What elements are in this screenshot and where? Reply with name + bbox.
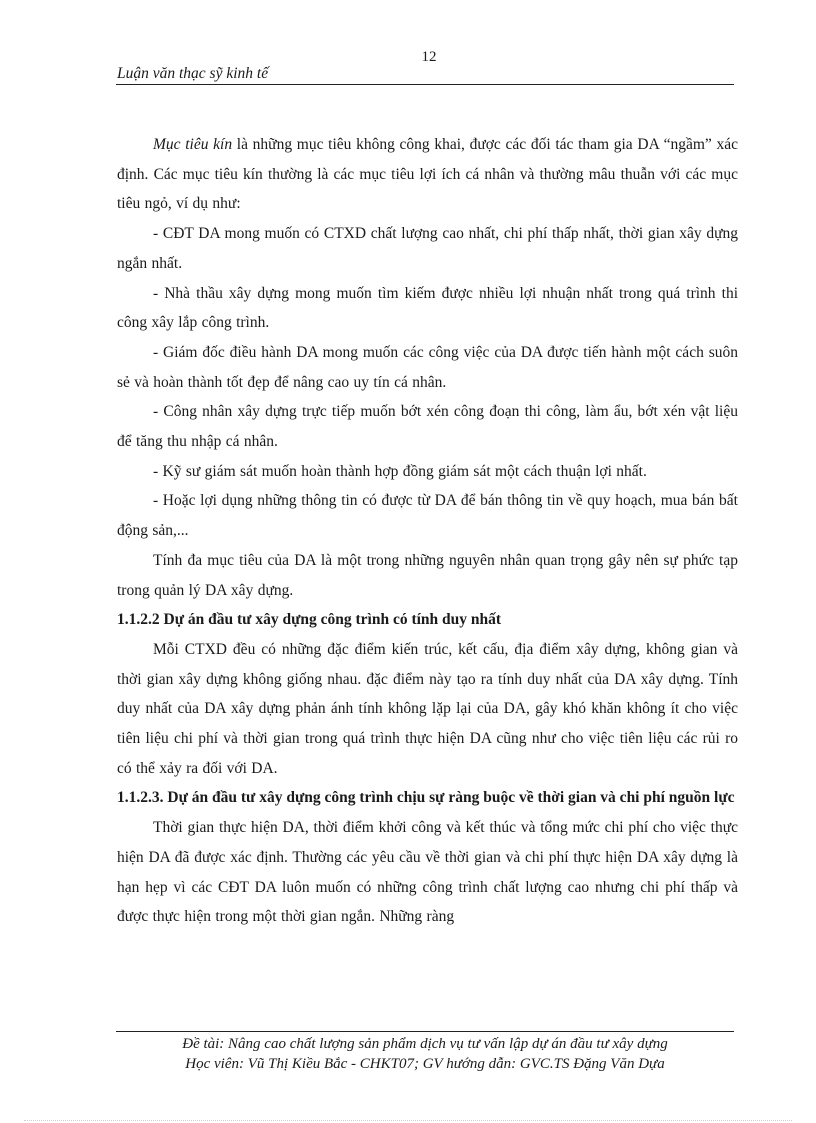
footer-divider <box>116 1031 734 1032</box>
page-edge-dots <box>24 1120 792 1121</box>
document-body <box>117 130 738 932</box>
bullet-item: - Công nhân xây dựng trực tiếp muốn bớt xén công đoạn thi công, làm ẩu, bớt xén vật liệu để tăng thu nhập cá nhân. <box>117 403 738 451</box>
paragraph-hidden-goals <box>117 130 738 219</box>
bullet-item: - Nhà thầu xây dựng mong muốn tìm kiếm được nhiều lợi nhuận nhất trong quá trình thi công xây lắp công trình. <box>117 284 738 332</box>
footer-topic: Đề tài: Nâng cao chất lượng sản phẩm dịch vụ tư vấn lập dự án đầu tư xây dựng <box>182 1036 668 1052</box>
term-hidden-goals: Mục tiêu kín <box>153 136 233 153</box>
paragraph-constraints: Thời gian thực hiện DA, thời điểm khởi công và kết thúc và tổng mức chi phí cho việc thực hiện DA đã được xác định. Thường các yêu cầu về thời gian và chi phí thực hiện DA xây dựng là hạn hẹp vì các CĐT DA luôn muốn có những công trình chất lượng cao nhưng chi phí thấp và được thực hiện trong một thời gian ngắn. Những ràng <box>117 819 738 926</box>
paragraph-text: là những mục tiêu không công khai, được các đối tác tham gia DA “ngầm” xác định. Các mục tiêu kín thường là các mục tiêu lợi ích cá nhân và thường mâu thuẫn với các mục tiêu ngỏ, ví dụ như: <box>117 136 738 213</box>
paragraph-summary: Tính đa mục tiêu của DA là một trong những nguyên nhân quan trọng gây nên sự phức tạp trong quản lý DA xây dựng. <box>117 551 738 599</box>
section-heading-unique: 1.1.2.2 Dự án đầu tư xây dựng công trình có tính duy nhất <box>117 611 502 629</box>
bullet-item: - Kỹ sư giám sát muốn hoàn thành hợp đồng giám sát một cách thuận lợi nhất. <box>153 462 647 480</box>
page-footer <box>116 1035 734 1074</box>
page-number: 12 <box>421 49 437 65</box>
header-divider <box>116 84 734 85</box>
bullet-item: - Hoặc lợi dụng những thông tin có được từ DA để bán thông tin về quy hoạch, mua bán bất động sản,... <box>117 492 738 540</box>
bullet-item: - Giám đốc điều hành DA mong muốn các công việc của DA được tiến hành một cách suôn sẻ và hoàn thành tốt đẹp để nâng cao uy tín cá nhân. <box>117 343 738 391</box>
running-header-title: Luận văn thạc sỹ kinh tế <box>117 65 269 82</box>
section-heading-constraints: 1.1.2.3. Dự án đầu tư xây dựng công trình chịu sự ràng buộc về thời gian và chi phí nguồn lực <box>117 789 735 807</box>
bullet-item: - CĐT DA mong muốn có CTXD chất lượng cao nhất, chi phí thấp nhất, thời gian xây dựng ngắn nhất. <box>117 225 738 272</box>
footer-student: Học viên: Vũ Thị Kiều Bắc - CHKT07; GV hướng dẫn: GVC.TS Đặng Văn Dựa <box>185 1055 665 1072</box>
paragraph-unique: Mỗi CTXD đều có những đặc điểm kiến trúc, kết cấu, địa điểm xây dựng, không gian và thời gian xây dựng không giống nhau. đặc điểm này tạo ra tính duy nhất của DA xây dựng. Tính duy nhất của DA xây dựng phản ánh tính không lặp lại của DA, gây khó khăn không ít cho việc tiên liệu chi phí và thời gian trong quá trình thực hiện DA cũng như cho việc tiên liệu các rủi ro có thể xảy ra đối với DA. <box>117 640 738 777</box>
